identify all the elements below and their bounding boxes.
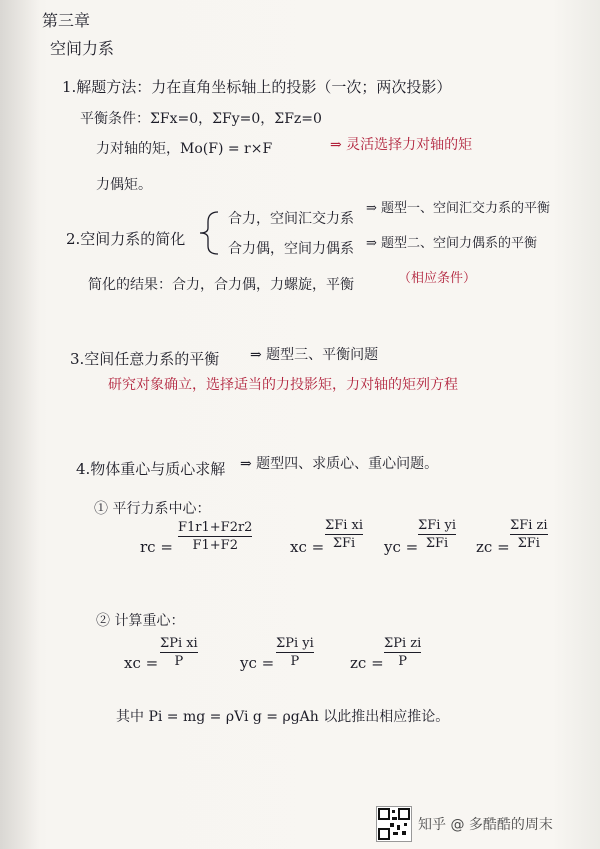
zc1-fraction	[510, 518, 548, 551]
s3-title: 3.空间任意力系的平衡	[70, 350, 220, 368]
s2-line1-arrow: ⇒ 题型一、空间汇交力系的平衡	[366, 201, 551, 216]
s1-moment-note: ⇒ 灵活选择力对轴的矩	[330, 137, 473, 153]
xc2-fraction	[160, 636, 198, 669]
yc1-numerator: ΣFi yi	[418, 518, 457, 533]
s3-arrow: ⇒ 题型三、平衡问题	[250, 347, 379, 363]
yc1-fraction	[418, 518, 456, 551]
yc2-numerator: ΣPi yi	[276, 636, 314, 651]
topic-heading: 空间力系	[50, 39, 115, 58]
xc2-lhs: xc =	[124, 654, 159, 672]
s2-line1: 合力，空间汇交力系	[228, 211, 354, 227]
zc2-fraction	[384, 636, 421, 669]
s2-line2: 合力偶，空间力偶系	[228, 241, 354, 257]
zc2-lhs: zc =	[350, 654, 384, 672]
yc2-fraction	[276, 636, 314, 669]
s2-title: 2.空间力系的简化	[66, 230, 186, 248]
zc2-denominator: P	[398, 654, 407, 669]
s1-couple: 力偶矩。	[96, 177, 152, 193]
yc1-lhs: yc =	[384, 538, 419, 556]
rc-denominator: F1+F2	[192, 538, 238, 553]
s1-title: 1.解题方法：力在直角坐标轴上的投影（一次；两次投影）	[62, 78, 452, 96]
qr-code-icon	[376, 806, 412, 842]
zc1-denominator: ΣFi	[517, 536, 540, 551]
s4-sub2: ② 计算重心：	[96, 613, 185, 629]
s4-where: 其中 Pi = mg = ρVi g = ρgAh 以此推出相应推论。	[116, 709, 450, 725]
s2-result-note: （相应条件）	[398, 271, 477, 286]
page-fold-shadow	[0, 0, 40, 849]
zc1-lhs: zc =	[476, 538, 510, 556]
xc1-lhs: xc =	[290, 538, 325, 556]
s3-note: 研究对象确立，选择适当的力投影矩，力对轴的矩列方程	[108, 377, 458, 393]
s2-result: 简化的结果：合力，合力偶，力螺旋，平衡	[88, 277, 354, 293]
xc1-denominator: ΣFi	[332, 536, 356, 551]
xc2-numerator: ΣPi xi	[160, 636, 198, 651]
xc1-numerator: ΣFi xi	[325, 518, 363, 533]
yc2-fraction-bar	[276, 652, 314, 653]
xc1-fraction	[325, 518, 363, 551]
watermark: 知乎 @ 多酷酷的周末	[418, 817, 553, 833]
rc-numerator: F1r1+F2r2	[178, 520, 253, 535]
yc1-denominator: ΣFi	[425, 536, 449, 551]
yc2-denominator: P	[290, 654, 300, 669]
yc1-fraction-bar	[418, 534, 456, 535]
s4-arrow: ⇒ 题型四、求质心、重心问题。	[240, 456, 439, 472]
s1-moment: 力对轴的矩，Mo(F) = r×F	[96, 141, 273, 157]
rc-fraction-bar	[178, 536, 252, 537]
s4-sub1: ① 平行力系中心：	[94, 501, 211, 517]
s1-balance: 平衡条件：ΣFx=0，ΣFy=0，ΣFz=0	[80, 111, 322, 127]
zc1-numerator: ΣFi zi	[510, 518, 548, 533]
xc1-fraction-bar	[325, 534, 363, 535]
xc2-fraction-bar	[160, 652, 198, 653]
yc2-lhs: yc =	[240, 654, 275, 672]
s2-line2-arrow: ⇒ 题型二、空间力偶系的平衡	[366, 236, 538, 251]
zc2-fraction-bar	[384, 652, 421, 653]
zc1-fraction-bar	[510, 534, 548, 535]
s4-title: 4.物体重心与质心求解	[76, 460, 226, 478]
rc-fraction	[178, 520, 252, 553]
rc-lhs: rc =	[140, 538, 173, 556]
xc2-denominator: P	[174, 654, 184, 669]
s2-brace	[196, 208, 222, 258]
zc2-numerator: ΣPi zi	[384, 636, 422, 651]
chapter-heading: 第三章	[42, 11, 91, 30]
